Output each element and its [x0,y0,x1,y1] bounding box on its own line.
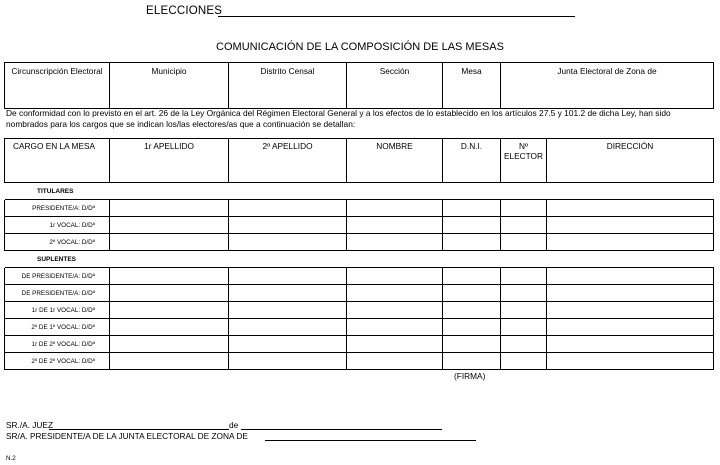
cell-input[interactable] [443,217,501,234]
header-dni: D.N.I. [443,139,501,183]
table-row [5,217,714,234]
row-label: 1r DE 2º VOCAL: D/Dª [5,336,110,353]
cell-input[interactable] [501,234,547,251]
table-row [5,268,714,285]
form-code: N.2 [6,455,16,462]
cell-input[interactable] [501,319,547,336]
cell-input[interactable] [547,336,714,353]
cell-input[interactable] [501,217,547,234]
cell-input[interactable] [347,200,443,217]
cell-input[interactable] [547,234,714,251]
row-label: 1r DE 1r VOCAL: D/Dª [5,302,110,319]
cell-input[interactable] [229,336,347,353]
row-label: PRESIDENTE/A: D/Dª [5,200,110,217]
cell-input[interactable] [229,217,347,234]
cell-input[interactable] [501,268,547,285]
section-label-titulares: TITULARES [5,183,110,200]
cell-input[interactable] [110,268,229,285]
cell-input[interactable] [110,200,229,217]
cell-input[interactable] [110,234,229,251]
cell-input[interactable] [229,353,347,370]
cell-input[interactable] [443,234,501,251]
cell-input[interactable] [501,302,547,319]
header-apellido2: 2º APELLIDO [229,139,347,183]
cell-input[interactable] [501,200,547,217]
header-cargo: CARGO EN LA MESA [5,139,110,183]
row-label: 2º VOCAL: D/Dª [5,234,110,251]
header-nombre: NOMBRE [347,139,443,183]
table-row [5,353,714,370]
header-apellido1: 1r APELLIDO [110,139,229,183]
cell-input[interactable] [547,319,714,336]
cell-input[interactable] [229,319,347,336]
presidente-zona-line[interactable] [265,440,476,441]
cell-input[interactable] [501,336,547,353]
cell-input[interactable] [443,268,501,285]
legal-text: De conformidad con lo previsto en el art. 26 de la Ley Orgánica del Régimen Electoral General y a los efectos de lo establecido en los artículos 27.5 y 101.2 de dicha Ley, han sido nombrados para los cargos que se indican los/las electores/as que a continuación se detallan: [6,108,671,129]
cell-input[interactable] [547,268,714,285]
juez-label: SR./A. JUEZ [6,420,54,430]
cell-input[interactable] [347,217,443,234]
cell-input[interactable] [443,285,501,302]
table-row [5,234,714,251]
info-header-distrito[interactable]: Distrito Censal [229,63,347,109]
cell-input[interactable] [110,319,229,336]
juez-location-line[interactable] [241,429,442,430]
cell-input[interactable] [229,234,347,251]
cell-input[interactable] [229,268,347,285]
cell-input[interactable] [547,200,714,217]
info-table [4,62,714,109]
cell-input[interactable] [110,285,229,302]
cell-input[interactable] [110,302,229,319]
table-row [5,336,714,353]
cell-input[interactable] [347,336,443,353]
cell-input[interactable] [110,353,229,370]
info-header-seccion[interactable]: Sección [347,63,443,109]
juez-name-line[interactable] [49,429,229,430]
elecciones-label: ELECCIONES [146,5,223,17]
cell-input[interactable] [347,302,443,319]
info-header-junta[interactable]: Junta Electoral de Zona de [501,63,714,109]
section-row-suplentes [5,251,714,268]
cell-input[interactable] [110,336,229,353]
table-row [5,302,714,319]
cell-input[interactable] [547,217,714,234]
row-label: 2º DE 2º VOCAL: D/Dª [5,353,110,370]
cell-input[interactable] [229,285,347,302]
cell-input[interactable] [347,319,443,336]
cell-input[interactable] [110,217,229,234]
table-row [5,285,714,302]
document-title: COMUNICACIÓN DE LA COMPOSICIÓN DE LAS MESAS [216,41,504,53]
cell-input[interactable] [347,353,443,370]
row-label: DE PRESIDENTE/A: D/Dª [5,268,110,285]
info-header-mesa[interactable]: Mesa [443,63,501,109]
cell-input[interactable] [229,302,347,319]
info-header-circunscripcion[interactable]: Circunscripción Electoral [5,63,110,109]
composition-table [4,138,714,370]
table-row [5,200,714,217]
row-label: 2º DE 1º VOCAL: D/Dª [5,319,110,336]
table-header-row [5,139,714,183]
cell-input[interactable] [347,234,443,251]
section-row-titulares [5,183,714,200]
cell-input[interactable] [347,285,443,302]
cell-input[interactable] [547,285,714,302]
header-direccion: DIRECCIÓN [547,139,714,183]
cell-input[interactable] [443,319,501,336]
cell-input[interactable] [443,353,501,370]
cell-input[interactable] [443,302,501,319]
elecciones-fill-line[interactable] [218,16,575,17]
info-header-municipio[interactable]: Municipio [110,63,229,109]
table-row [5,319,714,336]
firma-label: (FIRMA) [454,371,486,381]
cell-input[interactable] [229,200,347,217]
cell-input[interactable] [443,200,501,217]
row-label: 1r VOCAL: D/Dª [5,217,110,234]
cell-input[interactable] [501,285,547,302]
cell-input[interactable] [347,268,443,285]
cell-input[interactable] [501,353,547,370]
section-label-suplentes: SUPLENTES [5,251,110,268]
cell-input[interactable] [443,336,501,353]
header-n-elector: Nº ELECTOR [501,139,547,183]
row-label: DE PRESIDENTE/A: D/Dª [5,285,110,302]
cell-input[interactable] [547,353,714,370]
juez-de-label: de [229,420,239,430]
presidente-label: SR/A. PRESIDENTE/A DE LA JUNTA ELECTORAL DE ZONA DE [6,431,248,441]
cell-input[interactable] [547,302,714,319]
